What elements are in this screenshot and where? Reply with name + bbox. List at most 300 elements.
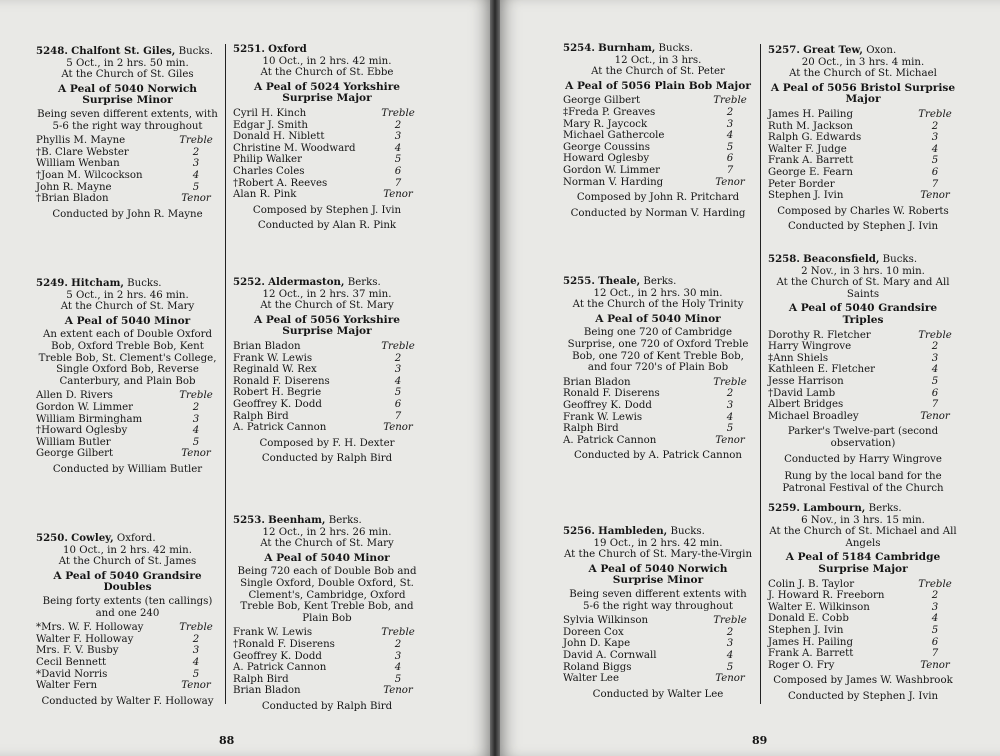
ringer-row <box>563 107 753 119</box>
peal-conductor: Conducted by Walter Lee <box>592 688 724 700</box>
bell-position: 3 <box>394 131 402 143</box>
ringer-row <box>36 390 219 402</box>
ringer-row <box>233 154 421 166</box>
ringer-row <box>768 613 958 625</box>
ringer-name: Walter E. Wilkinson <box>768 601 870 613</box>
ringer-row <box>768 602 958 614</box>
ringer-name: Charles Coles <box>233 165 305 177</box>
ringer-name: Brian Bladon <box>563 376 631 388</box>
peal-date: 20 Oct., in 3 hrs. 4 min. <box>801 56 925 68</box>
ringer-row <box>233 189 421 201</box>
bell-position: 2 <box>192 401 200 413</box>
peal-church: At the Church of St. Mary <box>260 538 394 550</box>
ringer-row <box>233 627 421 639</box>
peal-title: A Peal of 5040 Minor <box>595 312 721 325</box>
page-number-left: 88 <box>219 734 235 747</box>
ringer-row <box>233 387 421 399</box>
peal-title: A Peal of 5040 Minor <box>64 314 191 327</box>
peal-place: Great Tew, <box>803 44 863 56</box>
ringer-name: Mrs. F. V. Busby <box>36 645 119 657</box>
peal-heading <box>768 503 958 515</box>
ringer-name: Frank W. Lewis <box>233 352 313 364</box>
ringer-row <box>768 353 958 365</box>
bell-position: 6 <box>931 636 939 648</box>
ringer-name: Ronald F. Diserens <box>563 388 660 400</box>
bell-position: Treble <box>918 329 952 341</box>
ringer-row <box>563 400 753 412</box>
ringer-name: Robert H. Begrie <box>233 387 322 399</box>
ringer-name: A. Patrick Cannon <box>233 422 327 434</box>
ringer-name: Edgar J. Smith <box>233 119 308 131</box>
peal-note: An extent each of Double Oxford Bob, Oxford Treble Bob, Kent Treble Bob, St. Clement's College, Single Oxford Bob, Reverse Canterbury, and Plain Bob <box>38 329 217 387</box>
ringer-name: †Brian Bladon <box>36 193 109 205</box>
bell-position: 5 <box>192 436 200 448</box>
bell-position: 5 <box>394 387 402 399</box>
bell-position: Treble <box>179 135 213 147</box>
peal-title: A Peal of 5056 Bristol Surprise Major <box>770 81 956 106</box>
ringer-list <box>768 109 958 202</box>
bell-position: 4 <box>192 425 200 437</box>
ringer-row <box>768 167 958 179</box>
peal-title: A Peal of 5184 Cambridge Surprise Major <box>785 551 941 575</box>
peal-church: At the Church of St. Michael and All Angels <box>769 526 957 549</box>
ringer-row <box>36 182 219 194</box>
peal-entry <box>768 45 958 233</box>
bell-position: 3 <box>726 638 734 650</box>
ringer-row <box>768 155 958 167</box>
peal-county: Berks. <box>868 503 902 514</box>
ringer-row <box>768 660 958 672</box>
bell-position: 4 <box>931 364 939 376</box>
peal-conductor: Conducted by Alan R. Pink <box>257 220 397 232</box>
ringer-row <box>563 130 753 142</box>
bell-position: Tenor <box>715 434 745 446</box>
bell-position: 5 <box>931 155 939 167</box>
bell-position: 3 <box>192 413 200 425</box>
bell-position: Tenor <box>383 422 413 434</box>
ringer-list <box>563 95 753 188</box>
ringer-row <box>768 579 958 591</box>
ringer-name: William Birmingham <box>36 413 143 425</box>
ringer-name: Doreen Cox <box>563 626 624 638</box>
ringer-list <box>36 135 219 205</box>
bell-position: Treble <box>179 622 213 634</box>
ringer-name: Brian Bladon <box>233 685 301 697</box>
peal-place: Beaconsfield, <box>803 253 880 265</box>
ringer-list <box>36 622 219 692</box>
ringer-name: Norman V. Harding <box>563 176 664 188</box>
ringer-row <box>768 648 958 660</box>
bell-position: 2 <box>394 119 402 131</box>
ringer-row <box>563 142 753 154</box>
bell-position: 4 <box>192 169 200 181</box>
ringer-row <box>36 158 219 170</box>
ringer-name: Frank A. Barrett <box>768 648 854 660</box>
ringer-name: Michael Gathercole <box>563 130 665 142</box>
ringer-name: Walter F. Judge <box>768 143 847 155</box>
ringer-row <box>768 399 958 411</box>
bell-position: Tenor <box>920 659 950 671</box>
ringer-name: ‡Freda P. Greaves <box>563 106 656 118</box>
ringer-name: David A. Cornwall <box>563 649 657 661</box>
bell-position: 5 <box>931 375 939 387</box>
ringer-row <box>768 411 958 423</box>
ringer-row <box>563 153 753 165</box>
bell-position: Treble <box>918 578 952 590</box>
ringer-name: John D. Kape <box>563 638 631 650</box>
ringer-row <box>233 639 421 651</box>
ringer-row <box>36 622 219 634</box>
peal-conductor: Conducted by Stephen J. Ivin <box>787 221 939 233</box>
peal-church: At the Church of St. Mary-the-Virgin <box>563 549 753 561</box>
ringer-name: Reginald W. Rex <box>233 364 317 376</box>
bell-position: 4 <box>192 656 200 668</box>
ringer-row <box>563 377 753 389</box>
peal-county: Bucks. <box>178 46 213 57</box>
bell-position: 2 <box>394 352 402 364</box>
ringer-name: †David Lamb <box>768 387 836 399</box>
bell-position: Tenor <box>920 190 950 202</box>
bell-position: 5 <box>931 624 939 636</box>
peal-conductor: Conducted by A. Patrick Cannon <box>573 450 742 462</box>
bell-position: 3 <box>726 399 734 411</box>
peal-title: A Peal of 5040 Minor <box>264 551 390 564</box>
bell-position: Treble <box>381 107 415 119</box>
ringer-name: Ralph Bird <box>233 673 289 685</box>
peal-church: At the Church of St. Mary <box>260 300 394 312</box>
ringer-name: Howard Oglesby <box>563 153 650 165</box>
ringer-row <box>233 662 421 674</box>
peal-place: Aldermaston, <box>268 276 345 288</box>
bell-position: 6 <box>394 398 402 410</box>
ringer-name: Donald H. Niblett <box>233 131 325 143</box>
ringer-name: Albert Bridges <box>768 399 844 411</box>
ringer-name: George Gilbert <box>563 95 641 107</box>
peal-county: Bucks. <box>658 43 693 54</box>
bell-position: 3 <box>931 132 939 144</box>
peal-heading <box>36 533 219 545</box>
ringer-name: Donald E. Cobb <box>768 613 849 625</box>
peal-place: Cowley, <box>71 532 114 544</box>
ringer-name: Christine M. Woodward <box>233 142 356 154</box>
bell-position: Tenor <box>181 448 211 460</box>
page-number-right: 89 <box>752 734 768 747</box>
peal-number: 5249. <box>36 277 68 289</box>
peal-place: Hambleden, <box>598 525 668 537</box>
ringer-name: A. Patrick Cannon <box>563 434 657 446</box>
peal-note: Being 720 each of Double Bob and Single Oxford, Double Oxford, St. Clement's, Cambridge, Oxford Treble Bob, Kent Treble Bob, and Plain Bob <box>237 566 417 624</box>
peal-conductor: Conducted by Walter F. Holloway <box>41 695 214 707</box>
ringer-row <box>768 364 958 376</box>
ringer-row <box>563 435 753 447</box>
ringer-row <box>36 193 219 205</box>
ringer-name: Alan R. Pink <box>233 189 297 201</box>
peal-composer: Composed by F. H. Dexter <box>259 437 395 449</box>
ringer-name: Jesse Harrison <box>768 375 844 387</box>
peal-county: Bucks. <box>882 254 918 265</box>
peal-date: 12 Oct., in 3 hrs. <box>614 54 702 66</box>
ringer-row <box>563 615 753 627</box>
peal-church: At the Church of St. Ebbe <box>260 67 394 79</box>
ringer-row <box>768 190 958 202</box>
bell-position: Treble <box>713 376 747 388</box>
peal-date: 5 Oct., in 2 hrs. 46 min. <box>66 289 189 301</box>
ringer-name: Philip Walker <box>233 154 302 166</box>
peal-church: At the Church of St. Peter <box>591 66 725 78</box>
peal-county: Bucks. <box>127 278 162 289</box>
ringer-row <box>768 388 958 400</box>
ringer-name: Ralph Bird <box>563 423 619 435</box>
peal-date: 6 Nov., in 3 hrs. 15 min. <box>801 514 925 526</box>
ringer-name: Sylvia Wilkinson <box>563 615 649 627</box>
peal-conductor: Conducted by John R. Mayne <box>52 208 203 220</box>
ringer-name: †B. Clare Webster <box>36 146 129 158</box>
peal-title: A Peal of 5040 Norwich Surprise Minor <box>588 562 728 587</box>
bell-position: 6 <box>931 387 939 399</box>
bell-position: 5 <box>192 181 200 193</box>
bell-position: 6 <box>394 165 402 177</box>
ringer-name: ‡Ann Shiels <box>768 352 829 364</box>
ringer-row <box>233 674 421 686</box>
bell-position: 7 <box>394 410 402 422</box>
ringer-list <box>233 627 421 697</box>
ringer-row <box>768 341 958 353</box>
ringer-row <box>768 144 958 156</box>
peal-number: 5254. <box>563 42 595 54</box>
bell-position: Tenor <box>715 176 745 188</box>
bell-position: 2 <box>726 388 734 400</box>
peal-entry <box>233 515 421 713</box>
peal-conductor: Conducted by William Butler <box>52 463 203 475</box>
bell-position: Tenor <box>383 685 413 697</box>
ringer-name: A. Patrick Cannon <box>233 662 327 674</box>
ringer-name: Frank W. Lewis <box>563 411 643 423</box>
ringer-row <box>563 638 753 650</box>
peal-county: Oxon. <box>866 45 897 56</box>
ringer-name: Peter Border <box>768 178 835 190</box>
peal-title: A Peal of 5024 Yorkshire Surprise Major <box>253 80 401 105</box>
ringer-row <box>36 414 219 426</box>
ringer-name: Mary R. Jaycock <box>563 118 648 130</box>
ringer-row <box>36 437 219 449</box>
ringer-row <box>36 669 219 681</box>
peal-title: A Peal of 5056 Plain Bob Major <box>565 79 751 92</box>
ringer-list <box>768 330 958 423</box>
ringer-row <box>563 412 753 424</box>
peal-number: 5258. <box>768 253 800 265</box>
peal-heading <box>36 46 219 58</box>
bell-position: 4 <box>726 130 734 142</box>
peal-number: 5259. <box>768 502 800 514</box>
peal-heading <box>36 278 219 290</box>
ringer-row <box>768 625 958 637</box>
bell-position: 7 <box>931 648 939 660</box>
peal-place: Hitcham, <box>71 277 124 289</box>
ringer-list <box>36 390 219 460</box>
ringer-list <box>563 615 753 685</box>
peal-date: 12 Oct., in 2 hrs. 26 min. <box>262 526 392 538</box>
peal-heading <box>233 44 421 56</box>
ringer-row <box>563 119 753 131</box>
ringer-name: Roger O. Fry <box>768 659 835 671</box>
bell-position: 7 <box>931 399 939 411</box>
peal-conductor: Conducted by Ralph Bird <box>261 700 393 712</box>
bell-position: 4 <box>726 649 734 661</box>
peal-number: 5248. <box>36 45 68 57</box>
ringer-row <box>36 135 219 147</box>
peal-date: 2 Nov., in 3 hrs. 10 min. <box>801 265 925 277</box>
ringer-row <box>233 143 421 155</box>
bell-position: 2 <box>192 146 200 158</box>
bell-position: Treble <box>381 627 415 639</box>
peal-number: 5252. <box>233 276 265 288</box>
peal-note: Being seven different extents with 5-6 the right way throughout <box>569 588 747 612</box>
bell-position: 2 <box>726 626 734 638</box>
peal-place: Burnham, <box>598 42 656 54</box>
ringer-row <box>563 165 753 177</box>
ringer-list <box>233 108 421 201</box>
peal-entry <box>768 254 958 494</box>
bell-position: 5 <box>726 141 734 153</box>
ringer-name: William Wenban <box>36 158 120 170</box>
bell-position: 2 <box>394 638 402 650</box>
ringer-row <box>36 147 219 159</box>
ringer-row <box>563 423 753 435</box>
ringer-row <box>768 109 958 121</box>
peal-number: 5256. <box>563 525 595 537</box>
ringer-row <box>36 645 219 657</box>
bell-position: 3 <box>931 601 939 613</box>
ringer-name: George Coussins <box>563 141 650 153</box>
peal-county: Oxford. <box>116 533 156 544</box>
ringer-row <box>768 179 958 191</box>
peal-church: At the Church of St. Mary and All Saints <box>776 277 950 300</box>
bell-position: 6 <box>931 166 939 178</box>
peal-date: 10 Oct., in 2 hrs. 42 min. <box>63 544 192 556</box>
ringer-name: Geoffrey K. Dodd <box>563 399 652 411</box>
bell-position: 2 <box>192 633 200 645</box>
ringer-row <box>233 422 421 434</box>
bell-position: 4 <box>394 142 402 154</box>
bell-position: 5 <box>726 423 734 435</box>
bell-position: 5 <box>394 154 402 166</box>
ringer-row <box>768 637 958 649</box>
column-rule-right <box>760 44 761 704</box>
peal-heading <box>233 515 421 527</box>
ringer-name: Geoffrey K. Dodd <box>233 398 322 410</box>
ringer-name: Frank A. Barrett <box>768 155 854 167</box>
ringer-name: Cecil Bennett <box>36 656 107 668</box>
peal-entry <box>36 278 219 476</box>
ringer-name: Colin J. B. Taylor <box>768 578 855 590</box>
ringer-name: Walter Lee <box>563 673 619 685</box>
ringer-name: Walter F. Holloway <box>36 633 134 645</box>
peal-church: At the Church of St. Michael <box>789 68 937 80</box>
peal-entry <box>563 526 753 700</box>
ringer-row <box>36 425 219 437</box>
peal-entry <box>768 503 958 703</box>
peal-note: Being forty extents (ten callings) and one 240 <box>42 595 213 619</box>
bell-position: 4 <box>394 375 402 387</box>
peal-composer: Composed by Charles W. Roberts <box>777 205 949 217</box>
ringer-name: Allen D. Rivers <box>36 390 113 402</box>
peal-number: 5255. <box>563 275 595 287</box>
peal-number: 5250. <box>36 532 68 544</box>
peal-entry <box>233 277 421 465</box>
ringer-row <box>36 448 219 460</box>
ringer-name: Gordon W. Limmer <box>36 401 134 413</box>
ringer-name: Walter Fern <box>36 680 98 692</box>
ringer-name: James H. Pailing <box>768 636 854 648</box>
peal-county: Bucks. <box>670 526 705 537</box>
bell-position: 5 <box>726 661 734 673</box>
bell-position: 4 <box>931 143 939 155</box>
bell-position: Tenor <box>181 193 211 205</box>
ringer-row <box>233 399 421 411</box>
ringer-row <box>768 330 958 342</box>
ringer-name: Ralph Bird <box>233 410 289 422</box>
ringer-name: Kathleen E. Fletcher <box>768 364 875 376</box>
peal-conductor: Conducted by Stephen J. Ivin <box>787 690 939 702</box>
peal-entry <box>563 276 753 462</box>
bell-position: Treble <box>918 108 952 120</box>
ringer-row <box>233 411 421 423</box>
peal-place: Theale, <box>598 275 641 287</box>
peal-place: Oxford <box>268 43 307 55</box>
bell-position: Treble <box>713 615 747 627</box>
bell-position: 4 <box>394 662 402 674</box>
ringer-row <box>563 673 753 685</box>
ringer-name: Harry Wingrove <box>768 341 852 353</box>
peal-conductor: Conducted by Ralph Bird <box>261 453 393 465</box>
ringer-name: Ronald F. Diserens <box>233 375 330 387</box>
ringer-row <box>768 132 958 144</box>
peal-county: Berks. <box>347 277 381 288</box>
spacer <box>768 465 958 469</box>
ringer-row <box>563 650 753 662</box>
peal-place: Lambourn, <box>803 502 866 514</box>
ringer-row <box>233 131 421 143</box>
ringer-name: John R. Mayne <box>36 181 112 193</box>
ringer-name: †Ronald F. Diserens <box>233 638 335 650</box>
ringer-list <box>563 377 753 447</box>
peal-composer: Composed by Stephen J. Ivin <box>252 204 402 216</box>
ringer-row <box>36 170 219 182</box>
ringer-row <box>563 627 753 639</box>
peal-county: Berks. <box>328 515 362 526</box>
ringer-name: Geoffrey K. Dodd <box>233 650 322 662</box>
bell-position: Tenor <box>920 410 950 422</box>
peal-place: Chalfont St. Giles, <box>71 45 176 57</box>
bell-position: Tenor <box>181 680 211 692</box>
ringer-name: Stephen J. Ivin <box>768 190 844 202</box>
bell-position: 3 <box>931 352 939 364</box>
bell-position: 3 <box>726 118 734 130</box>
peal-church: At the Church of St. James <box>58 556 197 568</box>
bell-position: 2 <box>931 341 939 353</box>
peal-heading <box>563 276 753 288</box>
peal-number: 5251. <box>233 43 265 55</box>
bell-position: 7 <box>394 177 402 189</box>
peal-date: 19 Oct., in 2 hrs. 42 min. <box>593 537 723 549</box>
peal-conductor: Conducted by Harry Wingrove <box>784 453 942 465</box>
ringer-row <box>36 680 219 692</box>
ringer-row <box>233 353 421 365</box>
ringer-name: Frank W. Lewis <box>233 627 313 639</box>
peal-date: 10 Oct., in 2 hrs. 42 min. <box>262 55 392 67</box>
bell-position: 3 <box>394 364 402 376</box>
ringer-name: Michael Broadley <box>768 410 859 422</box>
